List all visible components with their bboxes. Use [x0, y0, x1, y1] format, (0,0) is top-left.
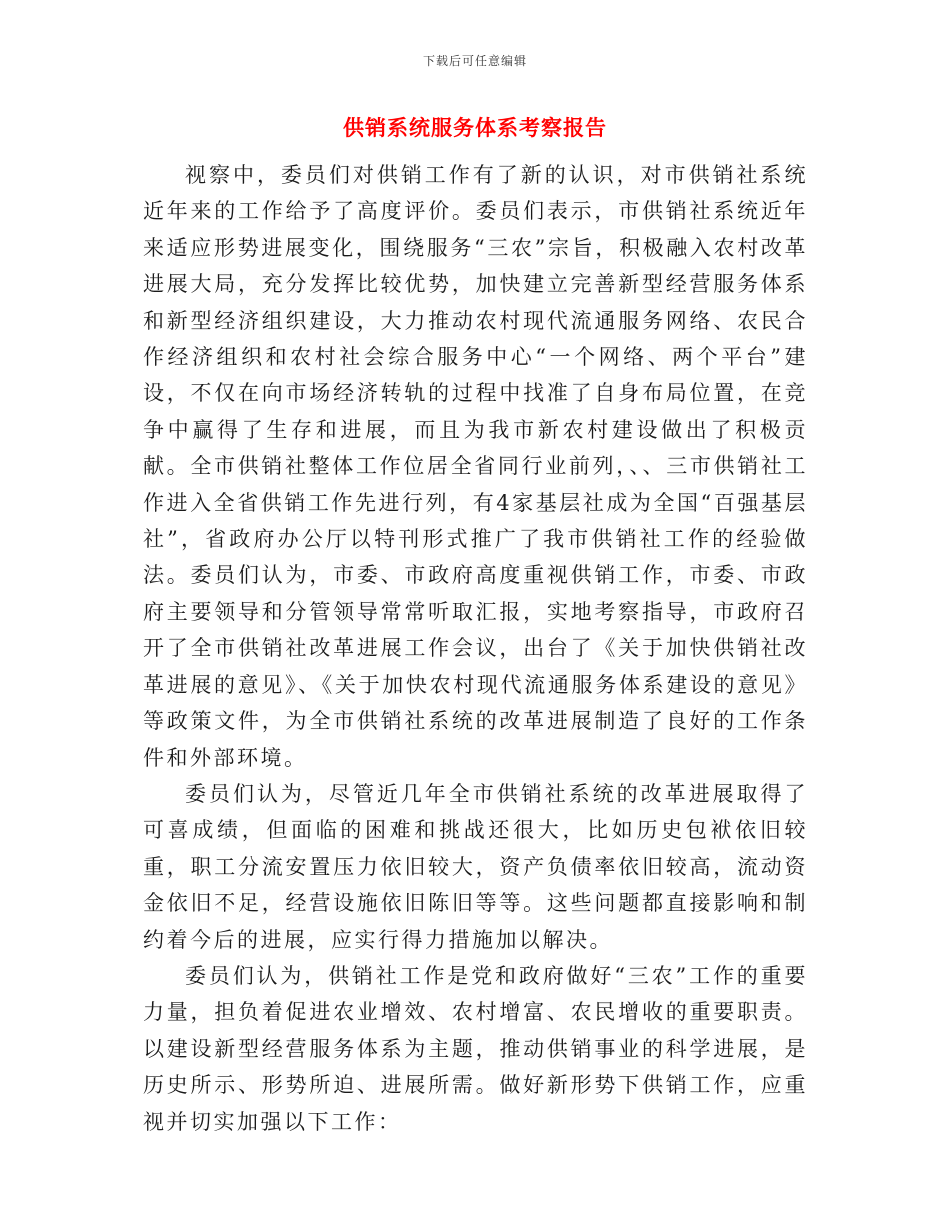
header-note: 下载后可任意编辑 [422, 54, 527, 68]
document-body [143, 157, 808, 1140]
paragraph-2: 委员们认为，尽管近几年全市供销社系统的改革进展取得了可喜成绩，但面临的困难和挑战还很大，比如历史包袱依旧较重，职工分流安置压力依旧较大，资产负债率依旧较高，流动资金依旧不足，经营设施依旧陈旧等等。这些问题都直接影响和制约着今后的进展，应实行得力措施加以解决。 [143, 781, 808, 952]
paragraph-3: 委员们认为，供销社工作是党和政府做好“三农”工作的重要力量，担负着促进农业增效、农村增富、农民增收的重要职责。以建设新型经营服务体系为主题，推动供销事业的科学进展，是历史所示、形势所迫、进展所需。做好新形势下供销工作，应重视并切实加强以下工作： [143, 963, 808, 1134]
document-title: 供销系统服务体系考察报告 [343, 115, 607, 140]
paragraph-1: 视察中，委员们对供销工作有了新的认识，对市供销社系统近年来的工作给予了高度评价。委员们表示，市供销社系统近年来适应形势进展变化，围绕服务“三农”宗旨，积极融入农村改革进展大局，充分发挥比较优势，加快建立完善新型经营服务体系和新型经济组织建设，大力推动农村现代流通服务网络、农民合作经济组织和农村社会综合服务中心“一个网络、两个平台”建设，不仅在向市场经济转轨的过程中找准了自身布局位置，在竞争中赢得了生存和进展，而且为我市新农村建设做出了积极贡献。全市供销社整体工作位居全省同行业前列，、、三市供销社工作进入全省供销工作先进行列，有4家基层社成为全国“百强基层社”，省政府办公厅以特刊形式推广了我市供销社工作的经验做法。委员们认为，市委、市政府高度重视供销工作，市委、市政府主要领导和分管领导常常听取汇报，实地考察指导，市政府召开了全市供销社改革进展工作会议，出台了《关于加快供销社改革进展的意见》、《关于加快农村现代流通服务体系建设的意见》等政策文件，为全市供销社系统的改革进展制造了良好的工作条件和外部环境。 [143, 163, 808, 770]
